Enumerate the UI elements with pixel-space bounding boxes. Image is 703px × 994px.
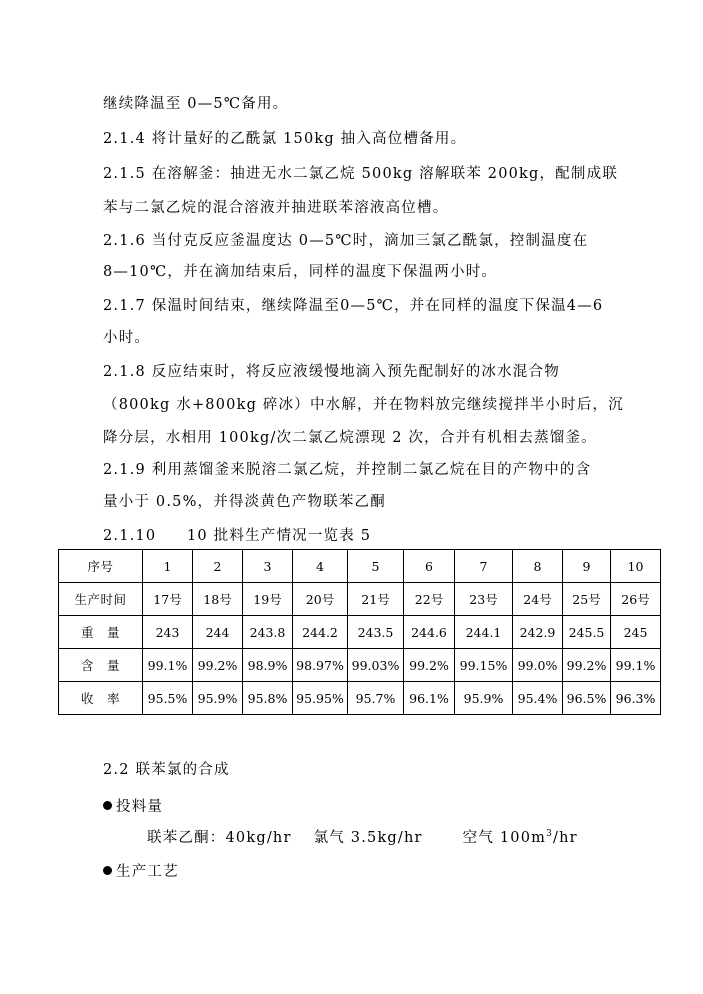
header-label-cell: 序号 (59, 550, 143, 583)
paragraph-line: 2.1.4 将计量好的乙酰氯 150kg 抽入高位槽备用。 (103, 131, 467, 147)
table-cell: 242.9 (513, 616, 563, 649)
row-label-cell: 含 量 (59, 649, 143, 682)
table-cell: 20号 (293, 583, 348, 616)
table-row (59, 682, 661, 715)
paragraph-line: 2.1.6 当付克反应釜温度达 0—5℃时，滴加三氯乙酰氯，控制温度在 (103, 233, 589, 249)
table-cell: 243.5 (348, 616, 404, 649)
paragraph-line: （800kg 水+800kg 碎冰）中水解，并在物料放完继续搅拌半小时后，沉 (103, 397, 624, 413)
table-title-number: 2.1.10 (103, 528, 157, 544)
table-cell: 99.1% (143, 649, 193, 682)
paragraph-line: 2.1.9 利用蒸馏釜来脱溶二氯乙烷，并控制二氯乙烷在目的产物中的含 (103, 462, 592, 478)
feed-item-air-suffix: /hr (553, 830, 578, 846)
table-cell: 95.7% (348, 682, 404, 715)
table-row (59, 649, 661, 682)
paragraph-line: 2.1.7 保温时间结束，继续降温至0—5℃，并在同样的温度下保温4—6 (103, 298, 604, 314)
table-cell: 96.1% (404, 682, 455, 715)
table-header-row (59, 550, 661, 583)
feed-item-biphenyl-ketone: 联苯乙酮：40kg/hr (147, 830, 292, 846)
table-row (59, 583, 661, 616)
table-cell: 26号 (611, 583, 661, 616)
header-cell: 8 (513, 550, 563, 583)
bullet-icon (103, 801, 112, 810)
paragraph-line: 降分层，水相用 100kg/次二氯乙烷漂现 2 次，合并有机相去蒸馏釜。 (103, 430, 597, 446)
table-title-text: 10 批料生产情况一览表 5 (187, 528, 372, 544)
table-cell: 95.8% (243, 682, 293, 715)
table-cell: 96.5% (563, 682, 611, 715)
table-cell: 99.1% (611, 649, 661, 682)
header-cell: 9 (563, 550, 611, 583)
header-cell: 2 (193, 550, 243, 583)
feed-item-air (463, 830, 578, 846)
table-cell: 245.5 (563, 616, 611, 649)
table-cell: 99.15% (455, 649, 513, 682)
table-cell: 25号 (563, 583, 611, 616)
table-cell: 243.8 (243, 616, 293, 649)
table-cell: 96.3% (611, 682, 661, 715)
table-cell: 22号 (404, 583, 455, 616)
row-label-cell: 收 率 (59, 682, 143, 715)
feed-item-chlorine: 氯气 3.5kg/hr (313, 830, 423, 846)
table-cell: 95.9% (193, 682, 243, 715)
table-cell: 95.4% (513, 682, 563, 715)
bullet-label: 生产工艺 (116, 864, 179, 880)
table-cell: 99.0% (513, 649, 563, 682)
table-cell: 98.97% (293, 649, 348, 682)
table-cell: 99.2% (563, 649, 611, 682)
table-cell: 17号 (143, 583, 193, 616)
table-cell: 19号 (243, 583, 293, 616)
paragraph-line: 2.1.5 在溶解釜：抽进无水二氯乙烷 500kg 溶解联苯 200kg，配制成联 (103, 166, 619, 182)
table-row (59, 616, 661, 649)
paragraph-line: 量小于 0.5%，并得淡黄色产物联苯乙酮 (103, 494, 386, 510)
table-cell: 21号 (348, 583, 404, 616)
paragraph-line: 8—10℃，并在滴加结束后，同样的温度下保温两小时。 (103, 264, 498, 280)
table-cell: 99.2% (193, 649, 243, 682)
header-cell: 10 (611, 550, 661, 583)
table-cell: 244.2 (293, 616, 348, 649)
paragraph-line: 2.1.8 反应结束时，将反应液缓慢地滴入预先配制好的冰水混合物 (103, 364, 560, 380)
bullet-item-process (103, 860, 179, 881)
table-cell: 95.95% (293, 682, 348, 715)
header-cell: 6 (404, 550, 455, 583)
header-cell: 7 (455, 550, 513, 583)
batch-production-table (58, 549, 661, 715)
table-title (103, 524, 371, 545)
table-cell: 24号 (513, 583, 563, 616)
table-cell: 98.9% (243, 649, 293, 682)
bullet-icon (103, 866, 112, 875)
header-cell: 1 (143, 550, 193, 583)
bullet-label: 投料量 (116, 799, 164, 815)
header-cell: 3 (243, 550, 293, 583)
table-cell: 245 (611, 616, 661, 649)
header-cell: 4 (293, 550, 348, 583)
paragraph-line: 小时。 (103, 330, 151, 346)
table-cell: 244.1 (455, 616, 513, 649)
header-cell: 5 (348, 550, 404, 583)
table-cell: 23号 (455, 583, 513, 616)
section-title: 2.2 联苯氯的合成 (103, 762, 230, 778)
row-label-cell: 生产时间 (59, 583, 143, 616)
table-cell: 18号 (193, 583, 243, 616)
table-cell: 99.2% (404, 649, 455, 682)
table-cell: 95.9% (455, 682, 513, 715)
table-cell: 95.5% (143, 682, 193, 715)
table-cell: 99.03% (348, 649, 404, 682)
row-label-cell: 重 量 (59, 616, 143, 649)
feed-rates-line (147, 826, 578, 847)
paragraph-line: 苯与二氯乙烷的混合溶液并抽进联苯溶液高位槽。 (103, 200, 449, 216)
table-cell: 243 (143, 616, 193, 649)
table-cell: 244.6 (404, 616, 455, 649)
table-cell: 244 (193, 616, 243, 649)
feed-item-air-sup: 3 (546, 829, 554, 840)
paragraph-line: 继续降温至 0—5℃备用。 (103, 96, 289, 112)
bullet-item-feed (103, 795, 163, 816)
feed-item-air-prefix: 空气 100m (462, 830, 547, 846)
